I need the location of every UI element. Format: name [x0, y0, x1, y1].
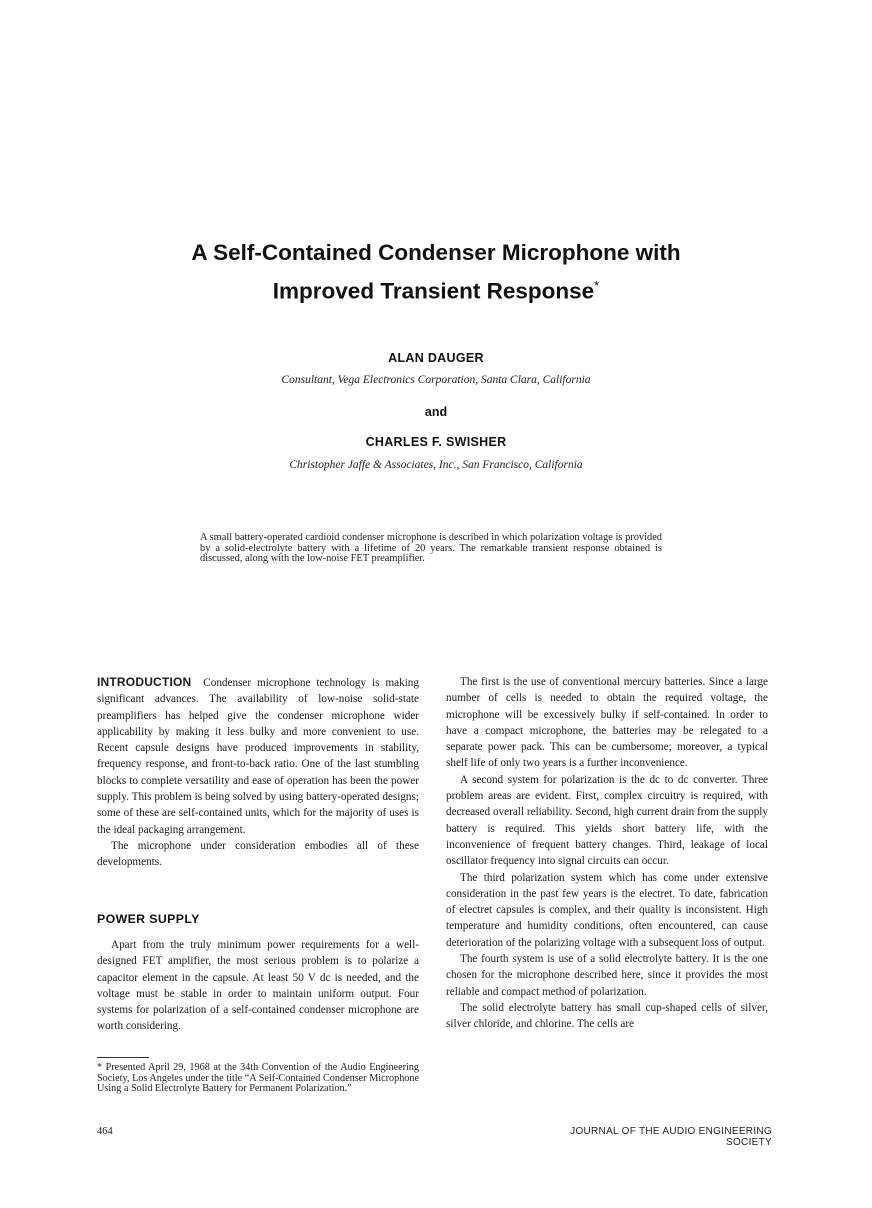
footnote-rule [97, 1057, 149, 1058]
abstract: A small battery-operated cardioid condenser microphone is described in which polarization voltage is provided by a solid-electrolyte battery with a lifetime of 20 years. The remarkable transient response obtained is discussed, along with the low-noise FET preamplifier. [200, 532, 662, 565]
page-number: 464 [97, 1126, 113, 1137]
author-name-2: CHARLES F. SWISHER [365, 435, 507, 449]
author-conjunction: and [424, 405, 448, 419]
right-column [446, 674, 768, 1033]
right-paragraph-4: The fourth system is use of a solid electrolyte battery. It is the one chosen for the microphone described here, since it provides the most reliable and compact method of polarization. [446, 953, 768, 998]
journal-name: JOURNAL OF THE AUDIO ENGINEERING SOCIETY [570, 1126, 772, 1148]
paper-title-line-1: A Self-Contained Condenser Microphone with [191, 240, 681, 265]
footnote: * Presented April 29, 1968 at the 34th Convention of the Audio Engineering Society, Los Angeles under the title “A Self-Contained Condenser Microphone Using a Solid Electrolyte Battery for Permanent Polarization.” [97, 1062, 419, 1095]
right-paragraph-3: The third polarization system which has come under extensive consideration in the past few years is the electret. To date, fabrication of electret capsules is complex, and their quality is inconsistent. High temperature and humidity conditions, often encountered, can cause deterioration of the polarizing voltage with a subsequent loss of output. [446, 871, 768, 949]
right-paragraph-1: The first is the use of conventional mercury batteries. Since a large number of cells is needed to obtain the required voltage, the microphone will be excessively bulky if self-contained. In order to have a compact microphone, the batteries may be relegated to a separate power pack. This can be cumbersome; moreover, a typical shelf life of only two years is a further inconvenience. [446, 676, 768, 770]
left-column [97, 674, 419, 871]
author-affiliation-2: Christopher Jaffe & Associates, Inc., San Francisco, California [289, 459, 583, 471]
right-paragraph-5: The solid electrolyte battery has small cup-shaped cells of silver, silver chloride, and chlorine. The cells are [446, 1001, 768, 1031]
introduction-paragraph [97, 674, 419, 838]
title-footnote-mark: * [594, 278, 600, 293]
author-affiliation-1: Consultant, Vega Electronics Corporation, Santa Clara, California [281, 374, 591, 386]
power-supply-paragraph: Apart from the truly minimum power requirements for a well-designed FET amplifier, the most serious problem is to polarize a capacitor element in the capsule. At least 50 V dc is needed, and the voltage must be stable in order to maintain uniform output. Four systems for polarization of a self-contained condenser microphone are worth considering. [97, 939, 419, 1033]
introduction-heading: INTRODUCTION [97, 675, 192, 689]
right-paragraph-2: A second system for polarization is the dc to dc converter. Three problem areas are evident. First, complex circuitry is required, with decreased overall reliability. Second, high current drain from the supply battery is required. This yields short battery life, with the inconvenience of frequent battery changes. Third, leakage of local oscillator frequency into signal circuits can occur. [446, 773, 768, 868]
paper-title-text: Improved Transient Response [272, 278, 595, 304]
introduction-paragraph-2: The microphone under consideration embodies all of these developments. [97, 839, 419, 869]
paper-title-line-2 [0, 272, 872, 306]
power-supply-heading: POWER SUPPLY [97, 912, 200, 926]
power-supply-section [97, 937, 419, 1035]
author-name-1: ALAN DAUGER [388, 351, 484, 365]
introduction-text: Condenser microphone technology is making significant advances. The availability of low-noise solid-state preamplifiers has helped give the condenser microphone wider applicability by making it less bulky and more convenient to use. Recent capsule designs have produced improvements in stability, frequency response, and front-to-back ratio. One of the last stumbling blocks to complete versatility and ease of operation has been the power supply. This problem is being solved by using battery-operated designs; some of these are self-contained units, which for the majority of uses is the ideal packaging arrangement. [97, 677, 419, 836]
